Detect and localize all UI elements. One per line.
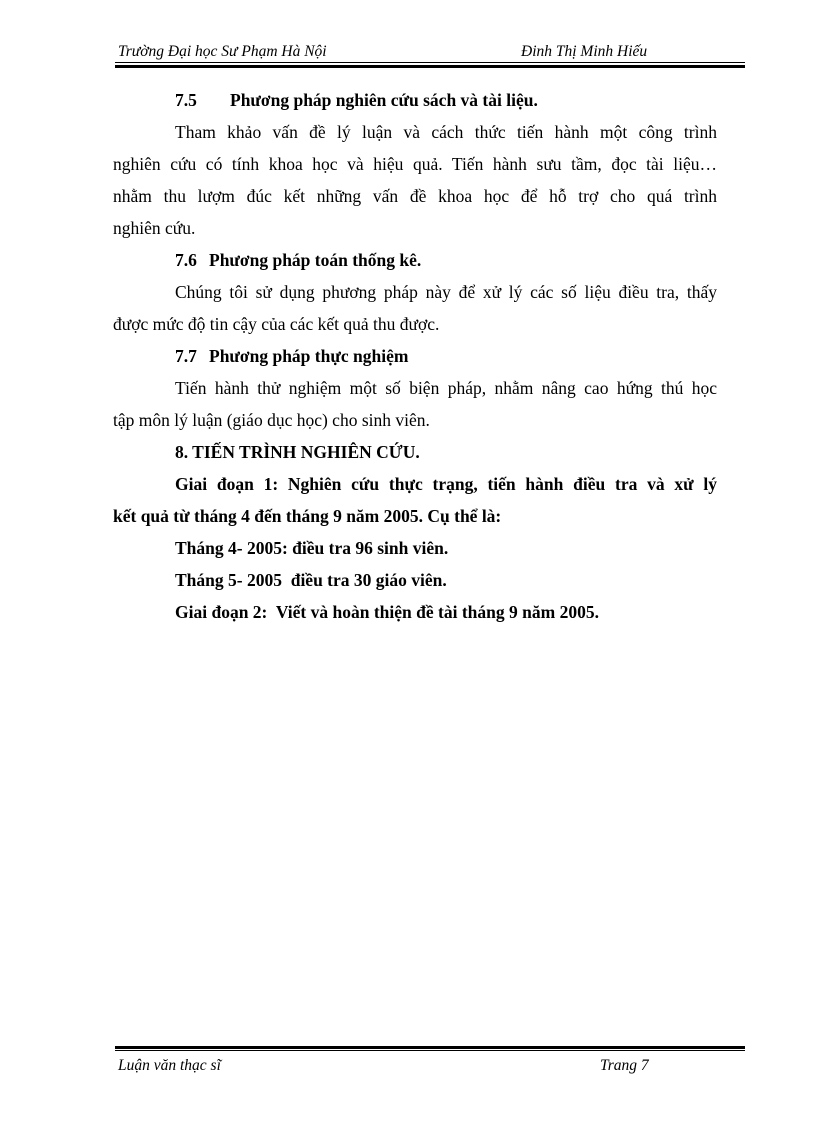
section-title: Phương pháp nghiên cứu sách và tài liệu.	[230, 90, 538, 110]
schedule-item: Tháng 5- 2005 điều tra 30 giáo viên.	[175, 570, 447, 590]
section-heading-7-7	[113, 340, 717, 372]
section-heading-7-6	[113, 244, 717, 276]
footer-document-type: Luận văn thạc sĩ	[118, 1057, 221, 1074]
paragraph-line: Chúng tôi sử dụng phương pháp này để xử lý các số liệu điều tra, thấy	[175, 282, 717, 302]
paragraph-line: nghiên cứu có tính khoa học và hiệu quả. Tiến hành sưu tầm, đọc tài liệu…	[113, 154, 717, 174]
stage-1-line: Giai đoạn 1: Nghiên cứu thực trạng, tiến hành điều tra và xử lý	[175, 474, 717, 494]
section-number: 7.7	[175, 346, 197, 366]
paragraph-line: tập môn lý luận (giáo dục học) cho sinh viên.	[113, 410, 430, 430]
paragraph-line: Tham khảo vấn đề lý luận và cách thức tiến hành một công trình	[175, 122, 717, 142]
stage-1-line: kết quả từ tháng 4 đến tháng 9 năm 2005. Cụ thể là:	[113, 506, 502, 526]
footer-rule-thin	[115, 1050, 745, 1051]
paragraph-line: được mức độ tin cậy của các kết quả thu được.	[113, 314, 440, 334]
section-number: 7.5	[175, 90, 197, 110]
paragraph-line: nhằm thu lượm đúc kết những vấn đề khoa học để hỗ trợ cho quá trình	[113, 186, 717, 206]
paragraph-line: nghiên cứu.	[113, 218, 196, 238]
section-heading-7-5	[113, 84, 717, 116]
header-rule-thick	[115, 65, 745, 68]
page-footer	[115, 1044, 745, 1084]
section-title: Phương pháp toán thống kê.	[209, 250, 422, 270]
section-title: Phương pháp thực nghiệm	[209, 346, 409, 366]
paragraph-line: Tiến hành thử nghiệm một số biện pháp, nhằm nâng cao hứng thú học	[175, 378, 717, 398]
footer-rule-thick	[115, 1046, 745, 1049]
section-heading-8: 8. TIẾN TRÌNH NGHIÊN CỨU.	[175, 442, 420, 462]
header-rule-thin	[115, 62, 745, 63]
schedule-item: Tháng 4- 2005: điều tra 96 sinh viên.	[175, 538, 449, 558]
section-number: 7.6	[175, 250, 197, 270]
document-body	[113, 84, 717, 628]
header-institution: Trường Đại học Sư Phạm Hà Nội	[118, 43, 327, 60]
page-header	[115, 40, 745, 68]
stage-2-line: Giai đoạn 2: Viết và hoàn thiện đề tài tháng 9 năm 2005.	[175, 602, 599, 622]
page-number: Trang 7	[600, 1057, 649, 1074]
header-author: Đinh Thị Minh Hiếu	[521, 43, 648, 60]
